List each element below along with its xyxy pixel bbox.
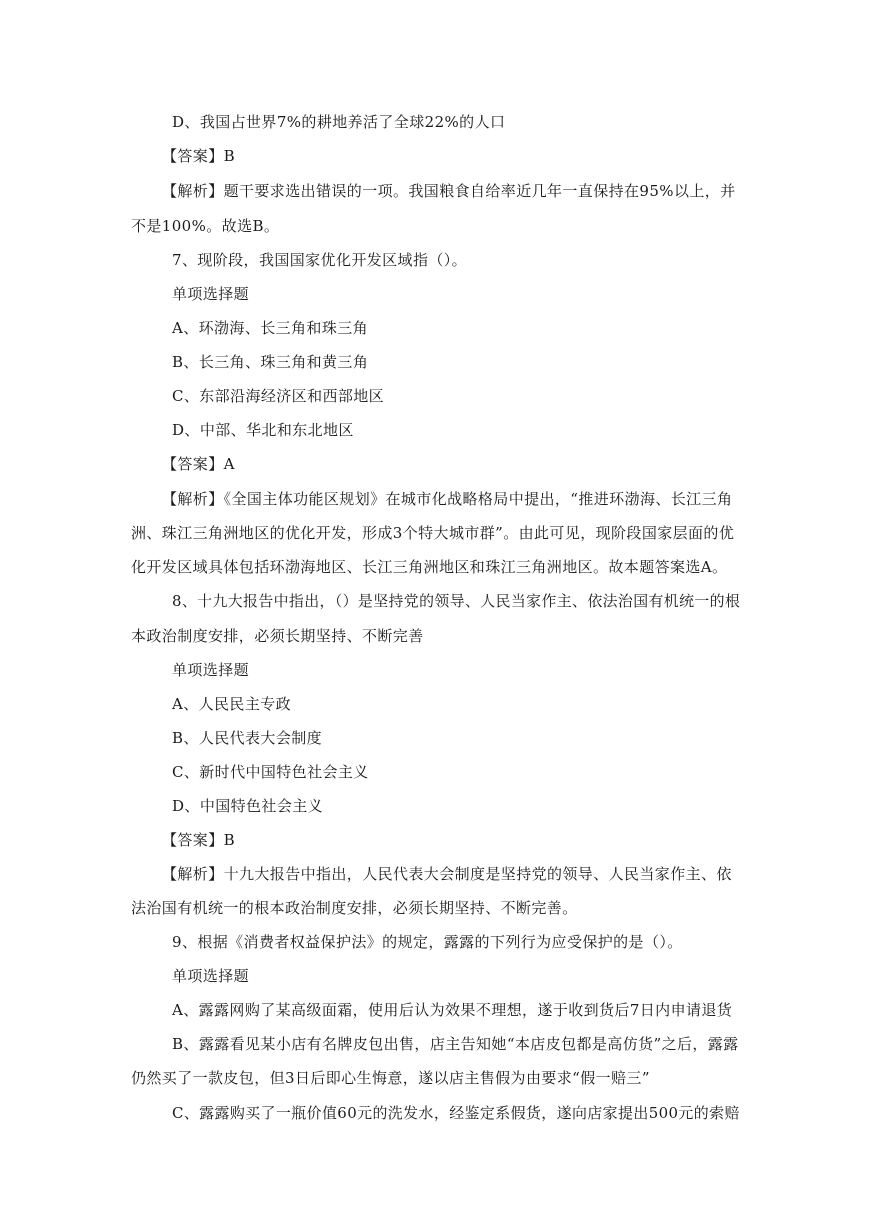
question-8-line1: 8、十九大报告中指出，（）是坚持党的领导、人民当家作主、依法治国有机统一的根 <box>172 592 741 610</box>
option-d-q8: D、中国特色社会主义 <box>172 797 324 815</box>
option-b-q8: B、人民代表大会制度 <box>172 729 323 747</box>
analysis-q8-line2: 法治国有机统一的根本政治制度安排，必须长期坚持、不断完善。 <box>131 899 578 917</box>
analysis-q7-line1: 【解析】《全国主体功能区规划》在城市化战略格局中提出，“推进环渤海、长江三角 <box>162 490 733 508</box>
question-7: 7、现阶段，我国国家优化开发区域指（）。 <box>172 251 468 269</box>
answer-q6: 【答案】B <box>162 147 236 165</box>
answer-q8: 【答案】B <box>162 831 236 849</box>
option-b-q7: B、长三角、珠三角和黄三角 <box>172 353 369 371</box>
option-a-q8: A、人民民主专政 <box>172 695 292 713</box>
answer-q7: 【答案】A <box>162 455 235 473</box>
question-type-q7: 单项选择题 <box>172 285 250 303</box>
option-b-q9-line2: 仍然买了一款皮包，但3日后即心生悔意，遂以店主售假为由要求“假一赔三” <box>131 1069 650 1087</box>
analysis-q7-line2: 洲、珠江三角洲地区的优化开发，形成3个特大城市群”。由此可见，现阶段国家层面的优 <box>131 524 735 542</box>
question-8-line2: 本政治制度安排，必须长期坚持、不断完善 <box>131 627 424 645</box>
option-d-q7: D、中部、华北和东北地区 <box>172 421 354 439</box>
option-a-q9: A、露露网购了某高级面霜，使用后认为效果不理想，遂于收到货后7日内申请退货 <box>172 1001 733 1019</box>
option-a-q7: A、环渤海、长三角和珠三角 <box>172 319 369 337</box>
option-d-q6: D、我国占世界7%的耕地养活了全球22%的人口 <box>172 113 506 131</box>
question-type-q8: 单项选择题 <box>172 661 250 679</box>
option-b-q9-line1: B、露露看见某小店有名牌皮包出售，店主告知她“本店皮包都是高仿货”之后，露露 <box>172 1035 739 1053</box>
question-9: 9、根据《消费者权益保护法》的规定，露露的下列行为应受保护的是（）。 <box>172 933 683 951</box>
option-c-q9: C、露露购买了一瓶价值60元的洗发水，经鉴定系假货，遂向店家提出500元的索赔 <box>172 1104 740 1122</box>
analysis-q8-line1: 【解析】十九大报告中指出，人民代表大会制度是坚持党的领导、人民当家作主、依 <box>162 865 732 883</box>
option-c-q7: C、东部沿海经济区和西部地区 <box>172 387 385 405</box>
option-c-q8: C、新时代中国特色社会主义 <box>172 763 369 781</box>
analysis-q6-line2: 不是100%。故选B。 <box>131 217 280 235</box>
analysis-q6-line1: 【解析】题干要求选出错误的一项。我国粮食自给率近几年一直保持在95%以上，并 <box>162 182 736 200</box>
analysis-q7-line3: 化开发区域具体包括环渤海地区、长江三角洲地区和珠江三角洲地区。故本题答案选A。 <box>131 558 728 576</box>
question-type-q9: 单项选择题 <box>172 967 250 985</box>
